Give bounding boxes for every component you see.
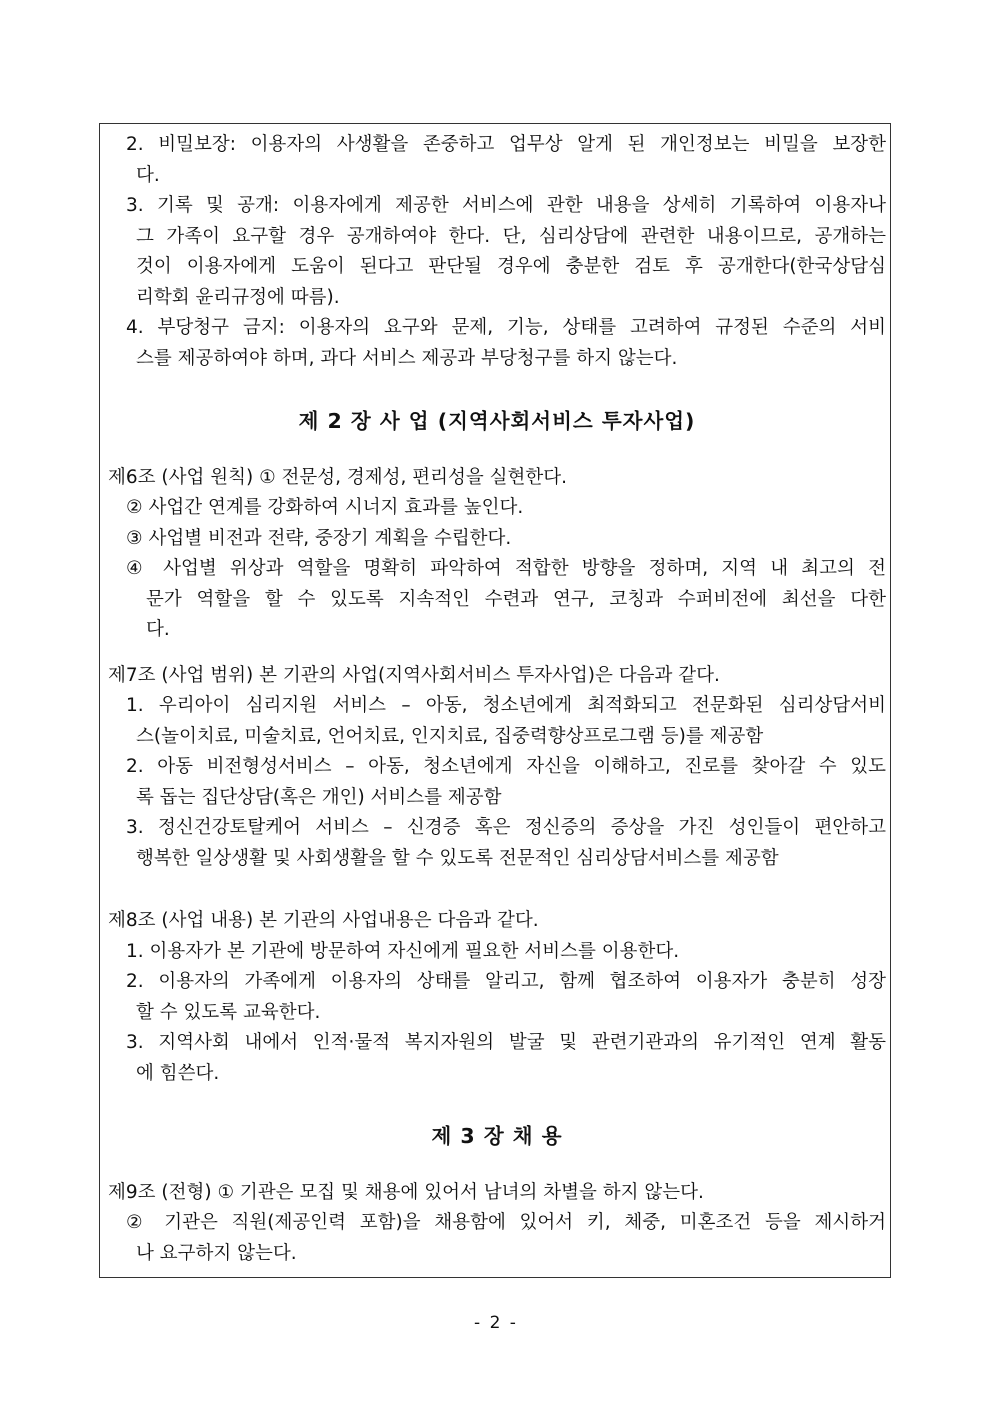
- page-number: - 2 -: [474, 1313, 518, 1333]
- text-line: 제9조 (전형) ① 기관은 모집 및 채용에 있어서 남녀의 차별을 하지 않는다.: [108, 1181, 704, 1203]
- text-line: 다.: [146, 619, 170, 640]
- text-line: 3. 지역사회 내에서 인적·물적 복지자원의 발굴 및 관련기관과의 유기적인 연계 활동: [126, 1032, 886, 1053]
- text-line: 스(놀이치료, 미술치료, 언어치료, 인지치료, 집중력향상프로그램 등)를 제공함: [136, 725, 764, 747]
- text-line: 것이 이용자에게 도움이 된다고 판단될 경우에 충분한 검토 후 공개한다(한국상담심: [136, 256, 886, 277]
- text-line: 다.: [136, 164, 160, 186]
- text-line: ④ 사업별 위상과 역할을 명확히 파악하여 적합한 방향을 정하며, 지역 내 최고의 전: [126, 558, 886, 579]
- text-line: 2. 비밀보장: 이용자의 사생활을 존중하고 업무상 알게 된 개인정보는 비밀을 보장한: [126, 134, 886, 155]
- text-line: 나 요구하지 않는다.: [136, 1242, 297, 1264]
- text-line: 문가 역할을 할 수 있도록 지속적인 수련과 연구, 코칭과 수퍼비전에 최선을 다한: [146, 588, 886, 610]
- text-line: 제7조 (사업 범위) 본 기관의 사업(지역사회서비스 투자사업)은 다음과 같다.: [108, 664, 720, 686]
- text-line: 3. 기록 및 공개: 이용자에게 제공한 서비스에 관한 내용을 상세히 기록하여 이용자나: [126, 195, 886, 216]
- text-line: 록 돕는 집단상담(혹은 개인) 서비스를 제공함: [136, 786, 502, 808]
- text-line: 그 가족이 요구할 경우 공개하여야 한다. 단, 심리상담에 관련한 내용이므로, 공개하는: [136, 225, 886, 247]
- text-line: ③ 사업별 비전과 전략, 중장기 계획을 수립한다.: [126, 527, 512, 549]
- text-line: 에 힘쓴다.: [136, 1062, 220, 1084]
- document-body: [108, 130, 886, 1269]
- text-line: 스를 제공하여야 하며, 과다 서비스 제공과 부당청구를 하지 않는다.: [136, 347, 678, 369]
- text-line: 3. 정신건강토탈케어 서비스 – 신경증 혹은 정신증의 증상을 가진 성인들이 편안하고: [126, 817, 886, 838]
- text-line: 리학회 윤리규정에 따름).: [136, 286, 340, 308]
- text-line: ② 사업간 연계를 강화하여 시너지 효과를 높인다.: [126, 497, 524, 518]
- text-line: 4. 부당청구 금지: 이용자의 요구와 문제, 기능, 상태를 고려하여 규정된 수준의 서비: [126, 317, 886, 338]
- text-line: 2. 아동 비전형성서비스 – 아동, 청소년에게 자신을 이해하고, 진로를 찾아갈 수 있도: [126, 756, 886, 777]
- chapter-heading: 제 2 장 사 업 (지역사회서비스 투자사업): [298, 409, 696, 433]
- text-line: 제6조 (사업 원칙) ① 전문성, 경제성, 편리성을 실현한다.: [108, 466, 568, 488]
- text-line: 행복한 일상생활 및 사회생활을 할 수 있도록 전문적인 심리상담서비스를 제공함: [136, 847, 779, 869]
- text-line: 1. 우리아이 심리지원 서비스 – 아동, 청소년에게 최적화되고 전문화된 심리상담서비: [126, 695, 886, 716]
- text-line: 2. 이용자의 가족에게 이용자의 상태를 알리고, 함께 협조하여 이용자가 충분히 성장: [126, 971, 886, 992]
- text-line: 할 수 있도록 교육한다.: [136, 1001, 321, 1023]
- chapter-heading: 제 3 장 채 용: [431, 1124, 563, 1148]
- text-line: 1. 이용자가 본 기관에 방문하여 자신에게 필요한 서비스를 이용한다.: [126, 940, 680, 962]
- text-line: 제8조 (사업 내용) 본 기관의 사업내용은 다음과 같다.: [108, 910, 539, 931]
- text-line: ② 기관은 직원(제공인력 포함)을 채용함에 있어서 키, 체중, 미혼조건 등을 제시하거: [126, 1212, 886, 1233]
